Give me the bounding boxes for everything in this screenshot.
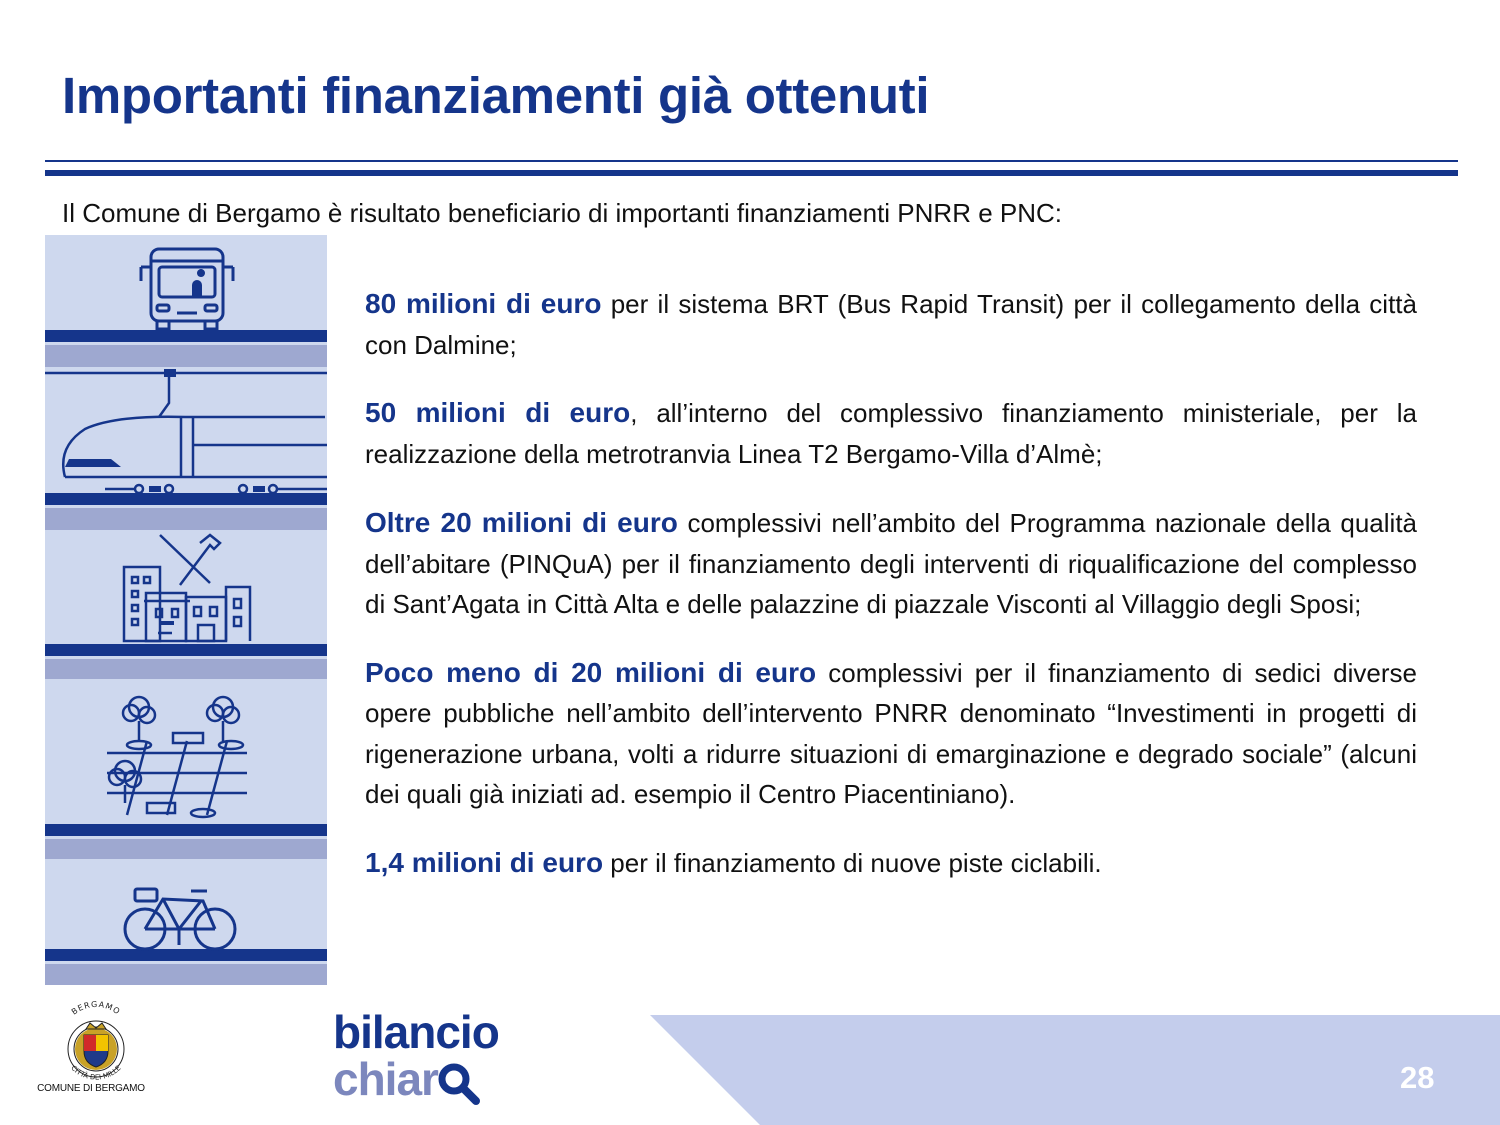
- brand-line2: chiar: [333, 1053, 438, 1105]
- funding-amount: Poco meno di 20 milioni di euro: [365, 656, 817, 688]
- funding-description: per il sistema BRT (Bus Rapid Transit) per il collegamento della città con Dalmine;: [365, 289, 1417, 360]
- bicycle-icon: [121, 885, 239, 951]
- funding-amount: 1,4 milioni di euro: [365, 846, 604, 878]
- tram-icon: [45, 365, 327, 493]
- funding-description: complessivi per il finanziamento di sedici diverse opere pubbliche nell’ambito dell’intervento PNRR denominato “Investimenti in progetti di rigenerazione urbana, volti a ridurre situazioni di emarginazione e degrado sociale” (alcuni dei quali già iniziati ad. esempio il Centro Piacentiniano).: [365, 657, 1417, 809]
- intro-text: Il Comune di Bergamo è risultato beneficiario di importanti finanziamenti PNRR e PNC:: [62, 198, 1062, 228]
- funding-item-rigenerazione: [365, 653, 1417, 815]
- seal-text-bottom: CITTÀ DEI MILLE: [69, 1064, 123, 1082]
- icon-column: [45, 235, 327, 985]
- brand-line1: bilancio: [333, 1006, 499, 1058]
- title-rule-thick: [45, 170, 1458, 176]
- funding-item-pinqua: [365, 503, 1417, 625]
- page-title: Importanti finanziamenti già ottenuti: [62, 67, 930, 124]
- funding-description: complessivi nell’ambito del Programma nazionale della qualità dell’abitare (PINQuA) per il finanziamento degli interventi di riqualificazione del complesso di Sant’Agata in Città Alta e delle palazzine di piazzale Visconti al Villaggio degli Sposi;: [365, 508, 1417, 619]
- magnifier-icon: [436, 1059, 484, 1105]
- seal-text-top: BERGAMO: [69, 999, 123, 1017]
- funding-amount: 80 milioni di euro: [365, 288, 602, 319]
- funding-amount: Oltre 20 milioni di euro: [365, 507, 678, 538]
- brand-line2-row: [333, 1053, 499, 1105]
- funding-item-metrotranvia: [365, 393, 1417, 474]
- buildings-tools-icon: [120, 533, 260, 643]
- funding-amount: 50 milioni di euro: [365, 397, 631, 428]
- funding-description: , all’interno del complessivo finanziamento ministeriale, per la realizzazione della metrotranvia Linea T2 Bergamo-Villa d’Almè;: [365, 398, 1417, 469]
- page-number: 28: [1400, 1060, 1435, 1095]
- title-rule-thin: [45, 160, 1458, 162]
- urban-regeneration-icon: [107, 691, 257, 821]
- funding-list: [365, 284, 1417, 883]
- funding-item-brt: [365, 284, 1417, 365]
- bilancio-chiaro-logo: [333, 1008, 499, 1105]
- svg-text:BERGAMO: [70, 1000, 122, 1017]
- bus-icon: [137, 243, 237, 331]
- funding-description: per il finanziamento di nuove piste ciclabili.: [603, 847, 1102, 878]
- funding-item-piste-ciclabili: [365, 843, 1417, 884]
- municipality-name: COMUNE DI BERGAMO: [37, 1083, 145, 1094]
